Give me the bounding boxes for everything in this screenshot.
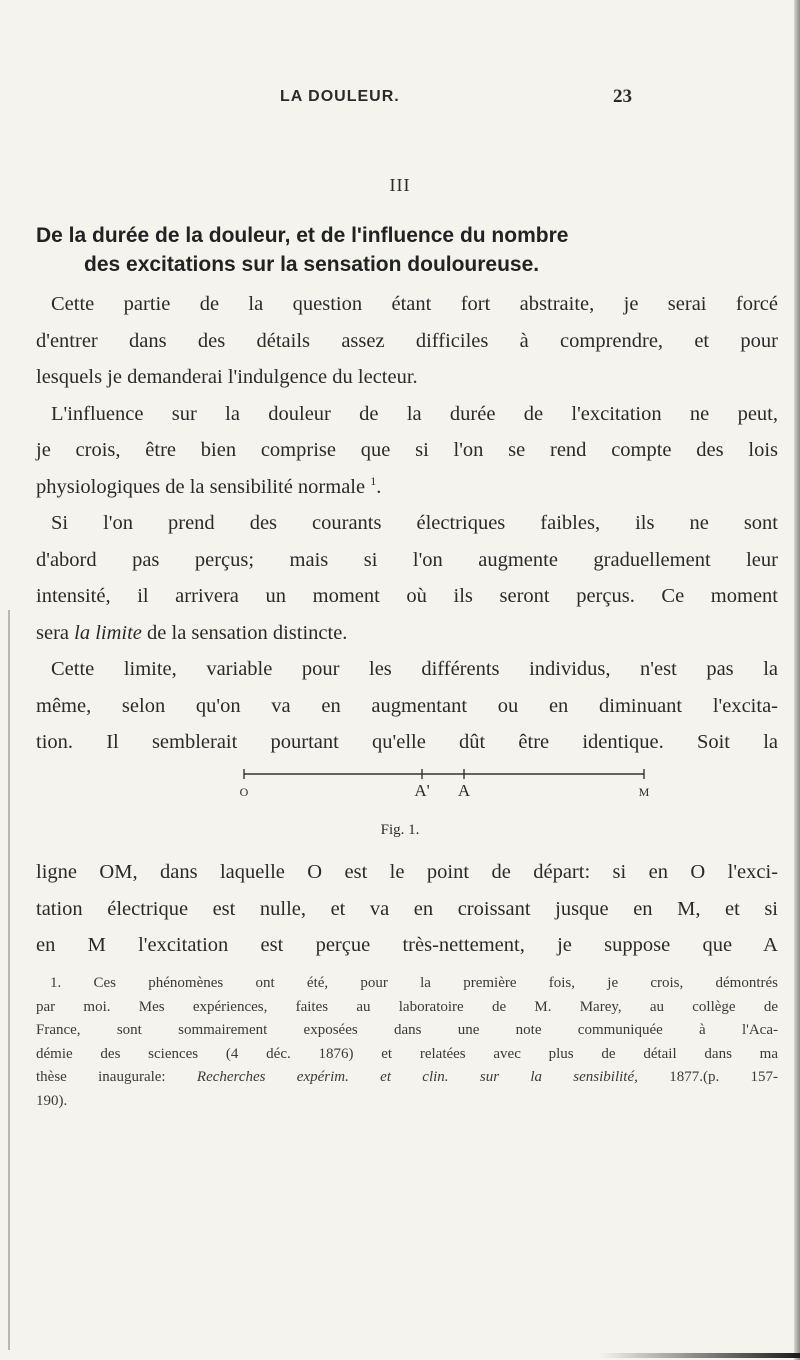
text-fragment: de la sensation distincte. bbox=[141, 621, 348, 644]
citation-title: Recherches expérim. et clin. sur la sensibilité, bbox=[196, 1069, 638, 1085]
footnote-line: démie des sciences (4 déc. 1876) et relatées avec plus de détail dans ma bbox=[36, 1045, 778, 1062]
text-line: d'entrer dans des détails assez difficiles à comprendre, et pour bbox=[36, 329, 778, 352]
point-label-o: O bbox=[239, 785, 249, 799]
text-fragment: thèse inaugurale: bbox=[36, 1069, 197, 1085]
text-fragment: 1877.(p. 157- bbox=[637, 1069, 778, 1085]
section-title-line: De la durée de la douleur, et de l'influence du nombre bbox=[36, 224, 569, 247]
section-title bbox=[36, 221, 778, 279]
text-line: tion. Il semblerait pourtant qu'elle dût être identique. Soit la bbox=[36, 731, 778, 753]
margin-rule bbox=[8, 610, 10, 1350]
figure-diagram bbox=[0, 764, 800, 824]
footnote-line: 190). bbox=[36, 1092, 68, 1109]
text-line: L'influence sur la douleur de la durée de l'excitation ne peut, bbox=[51, 402, 778, 425]
figure-1 bbox=[0, 764, 800, 844]
figure-caption: Fig. 1. bbox=[380, 822, 420, 838]
emphasis-text: la limite bbox=[74, 621, 142, 644]
footnote-ref: 1 bbox=[370, 473, 377, 488]
page-edge bbox=[794, 0, 800, 1360]
point-label-m: M bbox=[638, 785, 650, 799]
footnote-line: par moi. Mes expériences, faites au laboratoire de M. Marey, au collège de bbox=[36, 998, 778, 1015]
text-line bbox=[36, 469, 778, 506]
text-line: ligne OM, dans laquelle O est le point de départ: si en O l'exci- bbox=[36, 861, 778, 883]
text-line: Cette limite, variable pour les différents individus, n'est pas la bbox=[51, 658, 778, 680]
footnote-line bbox=[36, 1066, 778, 1090]
footnote bbox=[36, 972, 778, 1113]
text-line: je crois, être bien comprise que si l'on se rend compte des lois bbox=[36, 439, 778, 461]
page-number: 23 bbox=[613, 86, 632, 107]
text-line: même, selon qu'on va en augmentant ou en diminuant l'excita- bbox=[36, 694, 778, 717]
text-line: lesquels je demanderai l'indulgence du lecteur. bbox=[36, 366, 418, 388]
running-head bbox=[280, 88, 640, 112]
point-label-a-prime: A' bbox=[414, 781, 430, 800]
text-line: Si l'on prend des courants électriques faibles, ils ne sont bbox=[51, 512, 778, 534]
text-fragment: . bbox=[376, 475, 382, 498]
section-title-line: des excitations sur la sensation douloureuse. bbox=[84, 253, 540, 276]
page-shadow bbox=[600, 1353, 800, 1358]
text-line: intensité, il arrivera un moment où ils seront perçus. Ce moment bbox=[36, 585, 778, 607]
body-paragraphs bbox=[36, 286, 778, 761]
footnote-line: 1. Ces phénomènes ont été, pour la première fois, je crois, démontrés bbox=[50, 975, 778, 991]
text-line bbox=[36, 615, 778, 652]
body-paragraph-continued bbox=[36, 854, 778, 964]
footnote-line: France, sont sommairement exposées dans une note communiquée à l'Aca- bbox=[36, 1022, 778, 1038]
text-fragment: sera bbox=[36, 621, 75, 644]
text-line: en M l'excitation est perçue très-nettement, je suppose que A bbox=[36, 934, 778, 956]
text-line: d'abord pas perçus; mais si l'on augmente graduellement leur bbox=[36, 548, 778, 571]
chapter-number: III bbox=[389, 175, 411, 195]
text-line: tation électrique est nulle, et va en croissant jusque en M, et si bbox=[36, 897, 778, 920]
text-line: Cette partie de la question étant fort abstraite, je serai forcé bbox=[51, 293, 778, 315]
text-fragment: physiologiques de la sensibilité normale bbox=[36, 475, 371, 498]
point-label-a: A bbox=[457, 781, 471, 800]
running-title: LA DOULEUR. bbox=[280, 88, 400, 105]
